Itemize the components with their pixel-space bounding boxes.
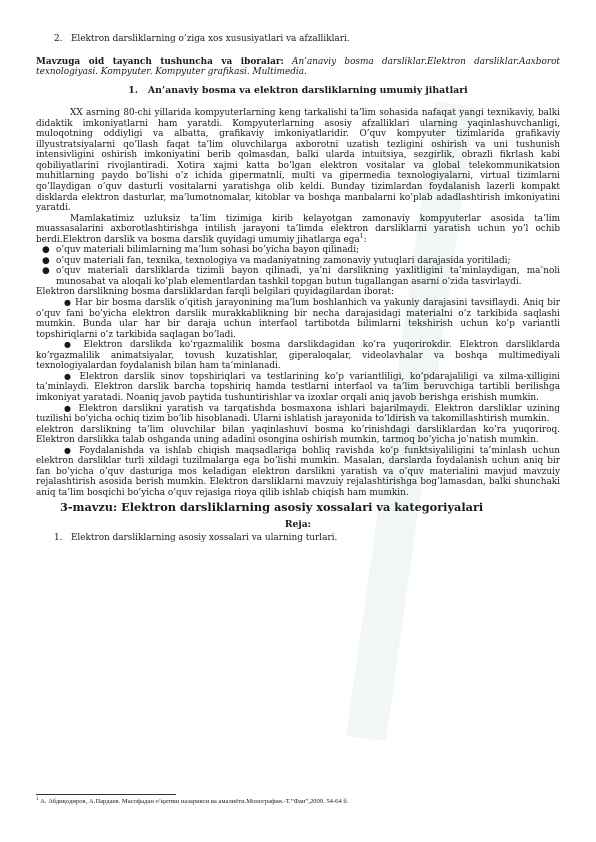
key-terms	[36, 57, 560, 78]
key-terms-list: An’anaviy bosma darsliklar.Elektron darsliklar.Aaxborot texnologiyasi. Kompyuter. Kompyuter grafikasi. Multimedia.	[36, 56, 560, 78]
bullet-icon: ●	[64, 340, 76, 350]
list-item: ● Elektron darslik sinov topshiriqlari va testlarining ko’p variantliligi, ko’pdarajaliligi va xilma-xilligini ta’minlaydi. Elektron darslik barcha topshiriq hamda testlarni interfaol va ta’lim beruvchiga tartibli berilishga imkoniyat yaratadi. Noaniq javob paytida tushuntirishlar va izoxlar orqali aniq javob berishga erishish mumkin.	[36, 371, 560, 403]
bullet-icon: ●	[42, 266, 50, 277]
bullet-icon: ●	[64, 403, 74, 413]
footnote-number: 1	[36, 796, 39, 802]
footnote-ref: 1	[359, 232, 364, 240]
key-terms-label: Mavzuga oid tayanch tushuncha va iboralar:	[36, 56, 284, 67]
topic-3-heading: 3-mavzu: Elektron darsliklarning asosiy xossalari va kategoriyalari	[60, 500, 484, 515]
section-title: An’anaviy bosma va elektron darsliklarning umumiy jihatlari	[147, 84, 468, 96]
section-number: 1.	[128, 84, 139, 96]
list-item: ● o’quv materiali bilimlarning ma’lum sohasi bo’yicha bayon qilinadi;	[42, 245, 360, 256]
list-item: ● Foydalanishda va ishlab chiqish maqsadlariga bohliq ravishda ko’p funktsiyaliligini ta’minlash uchun elektron darsliklar turli xildagi tuzilmalarga ega bo’lishi mumkin. Masalan, darslarda foydalanish uchun aniq bir fan bo’yicha o’quv dasturiga mos keladigan elektron darslikni yaratish va o’quv materialini mavjud mavzuiy rejalashtirish asosida berish mumkin. Elektron darsliklarni mavzuiy rejalashtirishga bog’lamasdan, balki shunchaki aniq ta’lim bosqichi bo’yicha o’quv rejasiga rioya qilib ishlab chiqish ham mumkin.	[36, 445, 561, 498]
plan-item-text: Elektron darsliklarning o’ziga xos xususiyatlari va afzalliklari.	[70, 34, 350, 44]
bullet-icon: ●	[64, 298, 72, 308]
paragraph-2-tail: :	[363, 234, 367, 245]
differences-intro: Elektron darslikning bosma darsliklardan farqli belgilari quyidagilardan iborat:	[36, 287, 394, 298]
plan-item-number: 2.	[54, 34, 63, 44]
paragraph-2	[36, 214, 560, 246]
document-page	[36, 34, 560, 544]
paragraph-plain: elektron darslikning ta’lim oluvchilar bilan yaqinlashuvi bosma ko’rinishdagi darsliklardan ko’ra yuqoriroq. Elektron darslikka talab oshganda uning adadini osongina oshirish mumkin, tarmoq bo’yicha jo’natish mumkin.	[36, 424, 560, 446]
plan-item-2	[36, 34, 560, 45]
list-item: ● o’quv materiali darsliklarda tizimli bayon qilinadi, ya’ni darslikning yaxlitligini ta’minlaydigan, ma’noli munosabat va aloqali ko’plab elementlardan tashkil topgan butun tugallangan asarni o’zida tasvirlaydi.	[42, 266, 560, 287]
bullet-icon: ●	[64, 371, 74, 381]
plan-item-number: 1.	[54, 532, 63, 543]
footnote	[36, 798, 348, 806]
plan-item-text: Elektron darsliklarning asosiy xossalari va ularning turlari.	[70, 532, 338, 543]
list-item: ● Elektron darslikni yaratish va tarqatishda bosmaxona ishlari bajarilmaydi. Elektron darsliklar uzining tuzilishi bo’yicha ochiq tizim bo’lib hisoblanadi. Ularni ishlatish jarayonida to’ldirish va takomillashtirish mumkin.	[36, 403, 560, 425]
footnote-text: А. Абдиқодиров, А.Пардаев. Масофадан о’қитиш назарияси ва амалиёти.Монография.-Т.”Фан”,2009. 54-64 б.	[40, 798, 349, 805]
bullet-icon: ●	[64, 445, 74, 455]
paragraph-1: XX asrning 80-chi yillarida kompyuterlarning keng tarkalishi ta’lim sohasida nafaqat yangi texnikaviy, balki didaktik imkoniyatlarni ham yaratdi. Kompyuterlarning asosiy afzalliklari ularning yaqinlashuvchanligi, muloqotning oddiyligi va albatta, grafikaviy imkoniyatlaridir. O’quv kompyuter tizimlarida grafikaviy illyustratsiyalarni qo’llash faqat ta’lim oluvchilarga axborotni uzatish tezligini oshirish va uni tushunish intensivligini oshirish imkoniyatini berib qolmasdan, balki ularda intuitsiya, sezgirlik, obrazli fikrlash kabi qobiliyatlarini rivojlantiradi. Xotira xajmi katta bo’lgan elektron vositalar va global telekommunikatsion muhitlarning paydo bo’lishi o’z ichida gipermatnli, multi va gipermedia texnologiyalarni, virtual tizimlarni qo’llaydigan o’quv dasturli vositalarni yaratishga olib keldi. Bunday tizimlardan foydalanish lazerli kompakt disklarda elektron dasturlar, ma’lumotnomalar, kitoblar va boshqa manbalarni ko’plab adadlashtirish imkoniyatini yaratdi.	[36, 108, 560, 214]
common-features-list	[36, 245, 560, 287]
list-item: ● Elektron darslikda ko’rgazmalilik bosma darslikdagidan ko’ra yuqorirokdir. Elektron darsliklarda ko’rgazmalilik animatsiyalar, tovush kuzatishlar, giperaloqalar, videolavhalar va boshqa multimediyali texnologiyalardan foydalanish bilan ham ta’minlanadi.	[36, 340, 561, 372]
differences-list	[36, 298, 560, 425]
section-1-heading	[36, 86, 560, 97]
footnote-divider	[36, 794, 176, 795]
paragraph-2-text: Mamlakatimiz uzluksiz ta’lim tizimiga kirib kelayotgan zamonaviy kompyuterlar asosida ta’lim muassasalarini axborotlashtirishga intilish jarayoni ta’limda elektron darsliklarni yaratish uchun yo’l ochib berdi.Elektron darslik va bosma darslik quyidagi umumiy jihatlarga ega	[36, 213, 560, 245]
plan-label: Reja:	[284, 519, 312, 531]
plan-item-1	[36, 533, 560, 544]
list-item: ● o’quv materiali fan, texnika, texnologiya va madaniyatning zamonaviy yutuqlari darajasida yoritiladi;	[42, 255, 511, 266]
bullet-icon: ●	[42, 245, 50, 256]
list-item: ● Har bir bosma darslik o’qitish jarayonining ma’lum boshlanhich va yakuniy darajasini tavsiflaydi. Aniq bir o’quv fani bo’yicha elektron darslik murakkablikning bir necha darajasidagi materialni o’z tarkibida saqlashi mumkin. Bunda ular har bir daraja uchun interfaol tartibotda bilimlarni tekshirish uchun ko’p variantli topshiriqlarni o’z tarkibida saqlagan bo’ladi.	[36, 298, 560, 340]
bullet-icon: ●	[42, 255, 50, 266]
